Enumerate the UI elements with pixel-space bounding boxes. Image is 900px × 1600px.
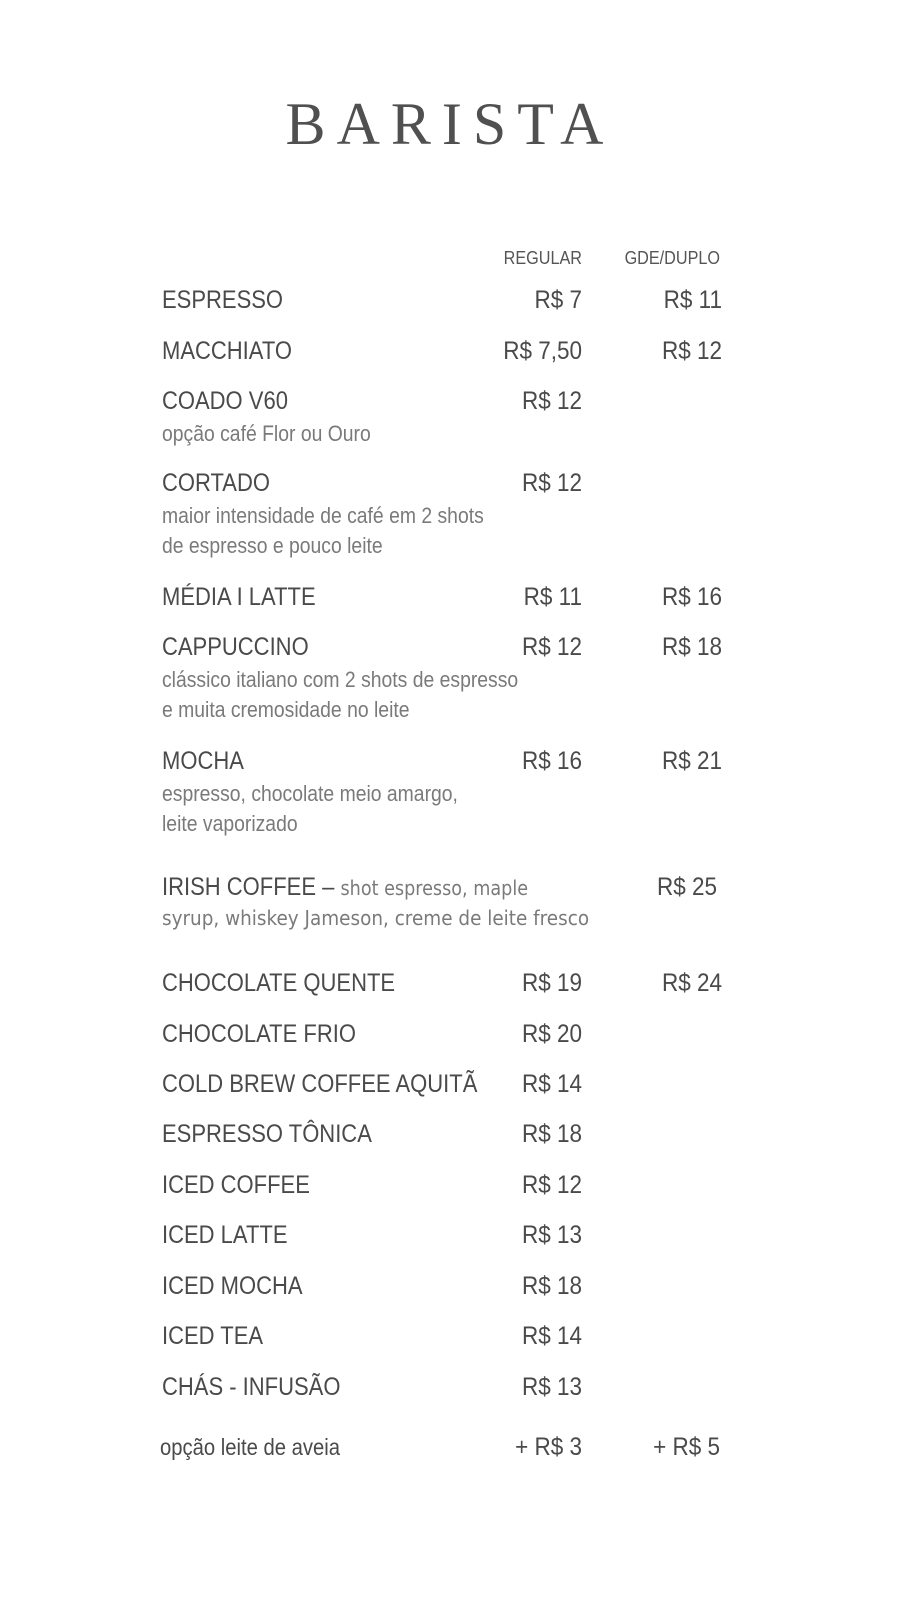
item-name: CHÁS - INFUSÃO [162, 1373, 341, 1401]
item-price-large: R$ 18 [661, 633, 722, 661]
item-name: COADO V60 [162, 387, 288, 415]
item-description: leite vaporizado [162, 811, 298, 836]
menu-item [162, 583, 732, 611]
item-price-regular: R$ 18 [521, 1272, 582, 1300]
item-price-large: R$ 24 [661, 969, 722, 997]
item-price-large: + R$ 5 [653, 1433, 720, 1461]
menu-item [162, 873, 732, 934]
item-name: MOCHA [162, 747, 244, 775]
item-name: CORTADO [162, 469, 270, 497]
item-price-regular: R$ 11 [523, 583, 582, 611]
item-name-text: IRISH COFFEE – [162, 873, 335, 901]
column-header-regular: REGULAR [503, 248, 582, 268]
item-name: ESPRESSO [162, 286, 284, 314]
item-name: ICED COFFEE [162, 1171, 310, 1199]
item-name: CHOCOLATE FRIO [162, 1020, 356, 1048]
item-price-regular: R$ 19 [521, 969, 582, 997]
item-name: ICED MOCHA [162, 1272, 303, 1300]
item-price-regular: R$ 18 [521, 1120, 582, 1148]
menu-item [162, 633, 732, 726]
item-price-regular: R$ 13 [521, 1221, 582, 1249]
item-price-regular: R$ 12 [521, 1171, 582, 1199]
column-header-large: GDE/DUPLO [624, 248, 720, 268]
item-price-regular: + R$ 3 [515, 1433, 582, 1461]
item-description: maior intensidade de café em 2 shots [162, 503, 484, 528]
item-price-regular: R$ 12 [521, 469, 582, 497]
menu-item [162, 1322, 732, 1350]
menu-item [162, 1373, 732, 1401]
item-price-regular: R$ 20 [521, 1020, 582, 1048]
item-price-regular: R$ 12 [521, 387, 582, 415]
item-description: clássico italiano com 2 shots de espresso [162, 667, 519, 692]
item-price-large: R$ 11 [663, 286, 722, 314]
item-description: e muita cremosidade no leite [162, 697, 410, 722]
item-price-regular: R$ 16 [521, 747, 582, 775]
menu-item [162, 286, 732, 314]
item-name: ICED LATTE [162, 1221, 288, 1249]
item-name: CHOCOLATE QUENTE [162, 969, 396, 997]
menu-item [162, 969, 732, 997]
item-price-large: R$ 12 [661, 337, 722, 365]
item-price-regular: R$ 12 [521, 633, 582, 661]
item-name: MACCHIATO [162, 337, 292, 365]
menu-item [162, 1120, 732, 1148]
menu-item [162, 337, 732, 365]
item-name: MÉDIA I LATTE [162, 583, 316, 611]
menu-item [162, 1171, 732, 1199]
menu-item [162, 747, 732, 840]
item-description: de espresso e pouco leite [162, 533, 383, 558]
item-price-regular: R$ 13 [521, 1373, 582, 1401]
menu-item [162, 1070, 732, 1098]
menu-item-addon [160, 1433, 730, 1461]
item-price-regular: R$ 14 [521, 1322, 582, 1350]
item-name: COLD BREW COFFEE AQUITÃ [162, 1070, 478, 1098]
item-description: syrup, whiskey Jameson, creme de leite fresco [162, 906, 590, 930]
item-name: CAPPUCCINO [162, 633, 309, 661]
page-title: BARISTA [285, 91, 615, 157]
item-name: opção leite de aveia [160, 1434, 341, 1460]
menu-item [162, 1020, 732, 1048]
item-price-regular: R$ 14 [521, 1070, 582, 1098]
menu-item [162, 1272, 732, 1300]
item-name [162, 873, 528, 902]
item-price-large: R$ 16 [661, 583, 722, 611]
item-price-large: R$ 25 [656, 873, 717, 901]
item-price-regular: R$ 7,50 [503, 337, 582, 365]
menu-item [162, 1221, 732, 1249]
item-price-large: R$ 21 [661, 747, 722, 775]
item-price-regular: R$ 7 [534, 286, 582, 314]
item-description: espresso, chocolate meio amargo, [162, 781, 458, 806]
item-inline-description: shot espresso, maple [340, 876, 529, 900]
menu-item [162, 387, 732, 450]
item-name: ICED TEA [162, 1322, 264, 1350]
item-name: ESPRESSO TÔNICA [162, 1120, 372, 1148]
item-description: opção café Flor ou Ouro [162, 421, 371, 446]
menu-item [162, 469, 732, 562]
